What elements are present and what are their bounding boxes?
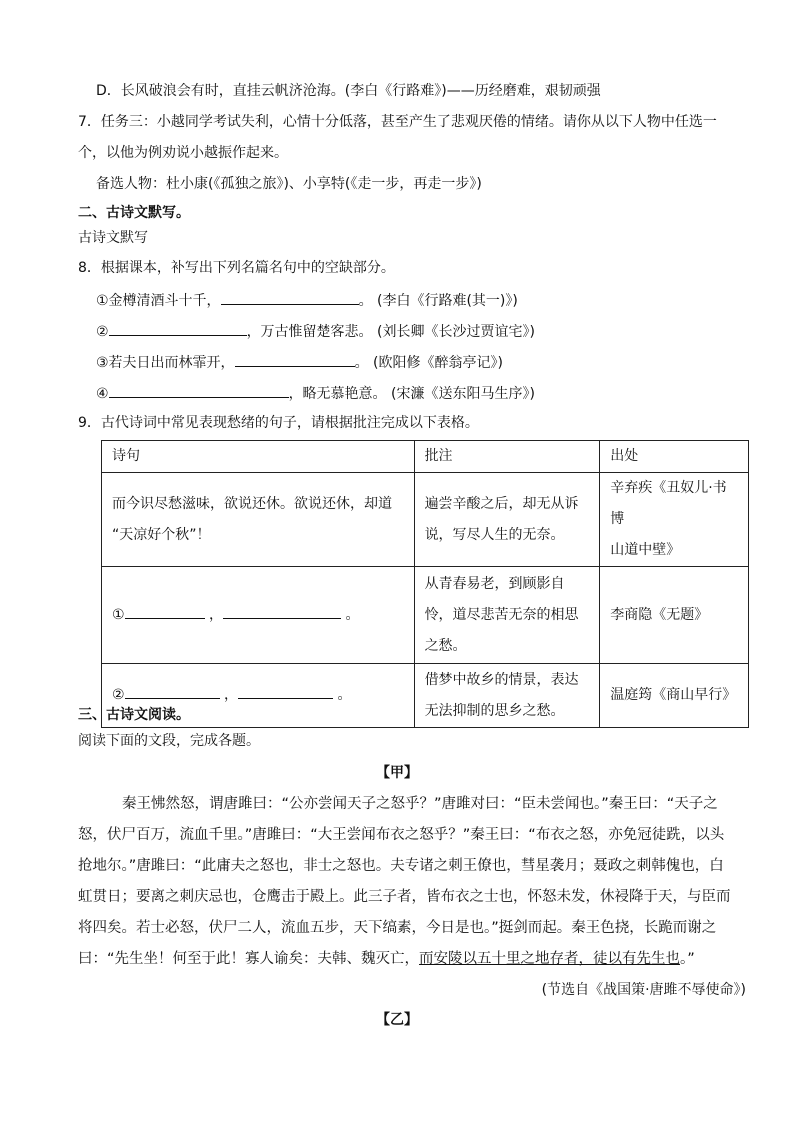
q8-item-2-pre: ② (96, 324, 109, 340)
passage-line: 抢地尔。”唐雎曰：“此庸夫之怒也，非士之怒也。夫专诸之刺王僚也，彗星袭月；聂政之刺韩傀也，白 (78, 858, 724, 874)
candidate-people: 备选人物：杜小康(《孤独之旅》)、小享特(《走一步，再走一步》) (96, 176, 482, 192)
question-9-prompt: 9．古代诗词中常见表现愁绪的句子，请根据批注完成以下表格。 (78, 415, 479, 431)
q8-item-1-post: 。 (李白《行路难(其一)》) (358, 293, 518, 309)
answer-blank[interactable] (238, 683, 333, 699)
row2-source: 李商隐《无题》 (600, 567, 749, 664)
q8-item-2 (96, 320, 535, 342)
answer-blank[interactable] (109, 382, 289, 398)
section-2-sub: 古诗文默写 (78, 230, 148, 246)
row2-verse (102, 567, 415, 664)
row1-verse (102, 473, 415, 567)
answer-blank[interactable] (125, 683, 220, 699)
row2-note-line1: 从青春易老，到顾影自 (424, 575, 565, 592)
row3-verse-pre: ② (112, 687, 125, 703)
passage-line: 将四矣。若士必怒，伏尸二人，流血五步，天下缟素，今日是也。”挺剑而起。秦王色挠，长跪而谢之 (78, 920, 717, 936)
row1-source-line1: 辛弃疾《丑奴儿·书博 (610, 480, 727, 527)
q8-item-1-pre: ①金樽清酒斗十千， (96, 293, 221, 309)
table-row (102, 664, 749, 728)
passage-source: (节选自《战国策·唐雎不辱使命》) (541, 982, 746, 998)
passage-line6-post: 。” (680, 951, 695, 967)
table-row (102, 473, 749, 567)
question-7-line1: 7．任务三：小越同学考试失利，心情十分低落，甚至产生了悲观厌倦的情绪。请你从以下人物中任选一 (78, 114, 717, 130)
answer-blank[interactable] (223, 603, 341, 619)
row2-note-line2: 怜，道尽悲苦无奈的相思 (424, 606, 579, 623)
row2-note (414, 567, 600, 664)
question-8-prompt: 8．根据课本，补写出下列名篇名句中的空缺部分。 (78, 260, 395, 276)
question-7-line2: 个，以他为例劝说小越振作起来。 (78, 145, 288, 161)
row3-note-line2: 无法抑制的思乡之愁。 (424, 702, 565, 719)
row1-verse-line1: 而今识尽愁滋味，欲说还休。欲说还休，却道 (112, 495, 392, 512)
q8-item-4-post: ，略无慕艳意。 (宋濂《送东阳马生序》) (288, 386, 535, 402)
q8-item-4-pre: ④ (96, 386, 109, 402)
row3-note-line1: 借梦中故乡的情景，表达 (424, 671, 579, 688)
q8-item-1 (96, 289, 518, 311)
poem-table (101, 440, 749, 728)
section-3-heading: 三、古诗文阅读。 (78, 707, 190, 723)
answer-blank[interactable] (125, 603, 205, 619)
q8-item-2-post: ，万古惟留楚客悲。 (刘长卿《长沙过贾谊宅》) (246, 324, 535, 340)
row1-source (600, 473, 749, 567)
row2-verse-mid: ， (209, 606, 224, 623)
row2-note-line3: 之愁。 (424, 637, 467, 654)
passage-line: 秦王怫然怒，谓唐雎曰：“公亦尝闻天子之怒乎？”唐雎对曰：“臣未尝闻也。”秦王曰：“天子之 (122, 796, 718, 812)
row1-source-line2: 山道中壁》 (610, 542, 681, 558)
answer-blank[interactable] (235, 351, 355, 367)
passage-jia (78, 789, 746, 975)
section-3-sub: 阅读下面的文段，完成各题。 (78, 733, 260, 749)
table-header-row (102, 441, 749, 473)
answer-blank[interactable] (221, 289, 359, 305)
q8-item-3 (96, 351, 503, 373)
row1-note-line1: 遍尝辛酸之后，却无从诉 (424, 495, 579, 512)
row3-source: 温庭筠《商山早行》 (600, 664, 749, 728)
header-verse: 诗句 (102, 441, 415, 473)
underlined-sentence: 而安陵以五十里之地存者，徒以有先生也 (419, 951, 681, 967)
row2-verse-pre: ① (112, 606, 125, 623)
q8-item-4 (96, 382, 535, 404)
passage-yi-label: 【乙】 (376, 1012, 418, 1028)
header-note: 批注 (414, 441, 600, 473)
passage-line6-pre: 曰：“先生坐！何至于此！寡人谕矣：夫韩、魏灭亡， (78, 951, 420, 967)
row1-verse-line2: “天凉好个秋”！ (112, 526, 211, 543)
option-d: D．长风破浪会有时，直挂云帆济沧海。(李白《行路难》)——历经磨难，艰韧顽强 (96, 83, 601, 99)
header-source: 出处 (600, 441, 749, 473)
passage-jia-label: 【甲】 (376, 765, 418, 781)
q8-item-3-pre: ③若夫日出而林霏开， (96, 355, 235, 371)
answer-blank[interactable] (109, 320, 247, 336)
row1-note-line2: 说，写尽人生的无奈。 (424, 526, 565, 543)
passage-line: 怒，伏尸百万，流血千里。”唐雎曰：“大王尝闻布衣之怒乎？”秦王曰：“布衣之怒，亦免冠徒跣，以头 (78, 827, 725, 843)
passage-line (78, 944, 746, 975)
row2-verse-post: 。 (345, 606, 360, 623)
q8-item-3-post: 。 (欧阳修《醉翁亭记》) (354, 355, 503, 371)
section-2-heading: 二、古诗文默写。 (78, 205, 190, 221)
row3-verse-mid: ， (224, 687, 239, 703)
row3-verse-post: 。 (337, 687, 352, 703)
passage-line: 虹贯日；要离之刺庆忌也，仓鹰击于殿上。此三子者，皆布衣之士也，怀怒未发，休祲降于天，与臣而 (78, 889, 731, 905)
row1-note (414, 473, 600, 567)
table-row (102, 567, 749, 664)
row3-note (414, 664, 600, 728)
